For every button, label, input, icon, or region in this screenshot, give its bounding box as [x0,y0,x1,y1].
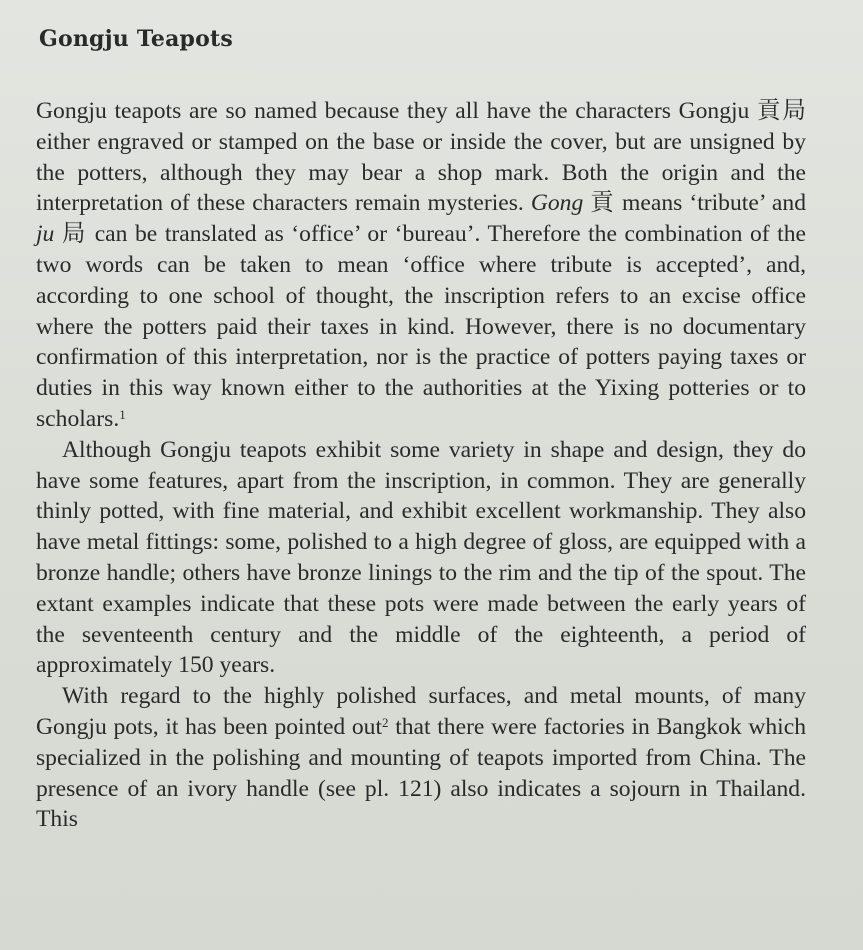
footnote-marker: 2 [382,714,389,730]
paragraph-2 [36,435,806,681]
text-segment: that there were factories in Bangkok which specialized in the polishing and mounting of teapots imported from China. The presence of an ivory handle (see pl. 121) also indicates a sojourn in Thailand. This [36,713,806,833]
document-page [36,26,806,835]
text-segment: 局 can be translated as ‘office’ or ‘bureau’. Therefore the combination of the two words can be taken to mean ‘office where tribute is accepted’, and, according to one school of thought, the inscription refers to an excise office where the potters paid their taxes in kind. However, there is no documentary confirmation of this interpretation, nor is the practice of potters paying taxes or duties in this way known either to the authorities at the Yixing potteries or to scholars. [36,221,806,432]
page-title: Gongju Teapots [39,26,233,52]
footnote-marker: 1 [119,406,126,422]
text-segment: Although Gongju teapots exhibit some variety in shape and design, they do have some features, apart from the inscription, in common. They are generally thinly potted, with fine material, and exhibit excellent workmanship. They also have metal fittings: some, polished to a high degree of gloss, are equipped with a bronze handle; others have bronze linings to the rim and the tip of the spout. The extant examples indicate that these pots were made between the early years of the seventeenth century and the middle of the eighteenth, a period of approximately 150 years. [36,436,806,679]
text-segment: With regard to the highly polished surfaces, and metal mounts, of many Gongju pots, it has been pointed out [36,683,806,740]
text-segment-italic: Gong [530,190,584,217]
text-segment: 貢 means ‘tribute’ and [583,190,806,217]
paragraph-1 [36,96,806,435]
text-segment-italic: ju [36,221,55,248]
text-segment: Gongju teapots are so named because they all have the characters Gongju 貢局 either engraved or stamped on the base or inside the cover, but are unsigned by the potters, although they may bear a shop mark. Both the origin and the interpretation of these characters remain mysteries. [36,98,806,217]
paragraph-3 [36,681,806,835]
